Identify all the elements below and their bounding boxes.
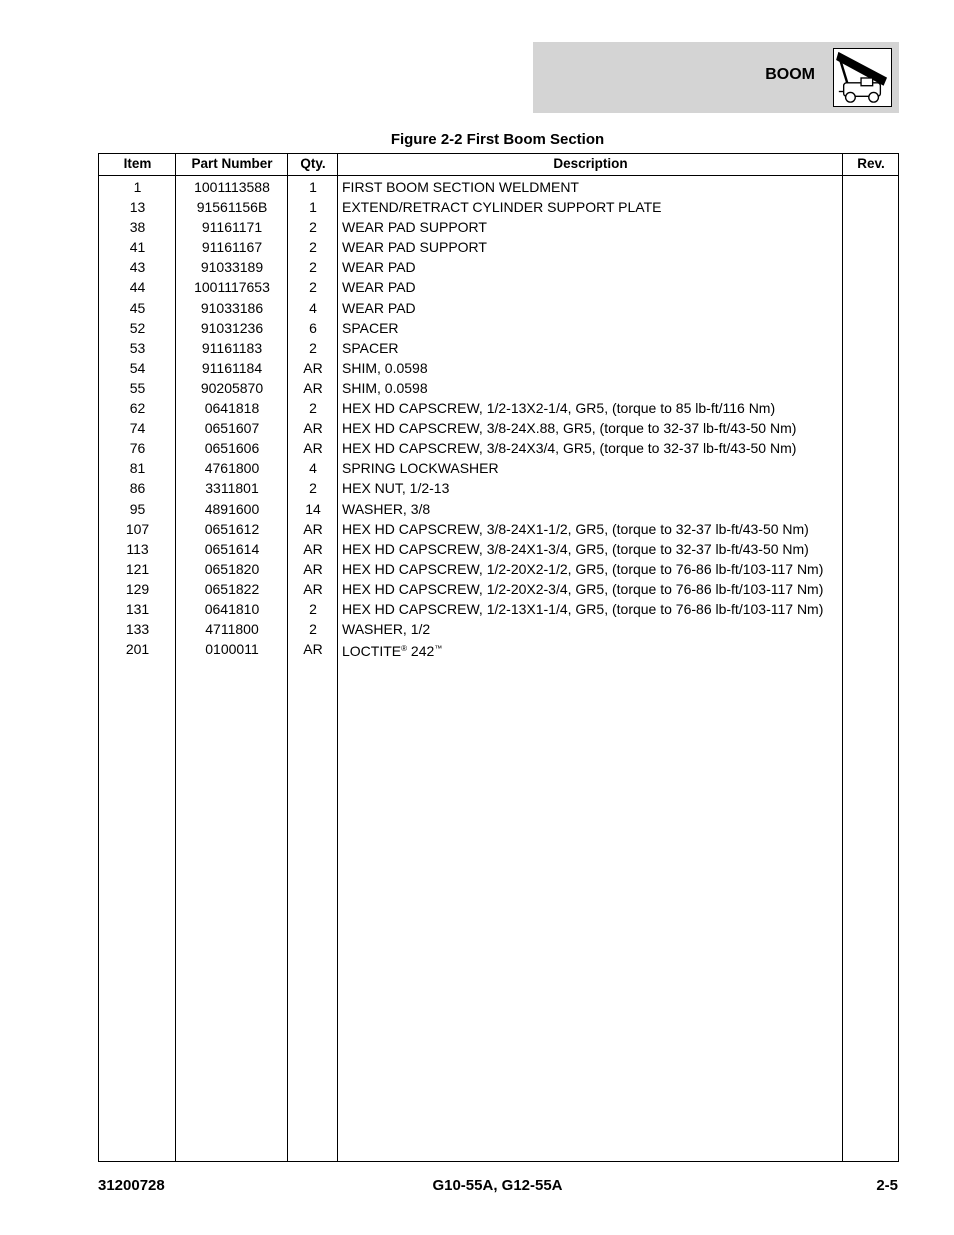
description-cell: SPACER — [342, 319, 399, 336]
table-row — [99, 257, 898, 277]
table-row — [99, 398, 898, 418]
description-cell: HEX HD CAPSCREW, 3/8-24X1-1/2, GR5, (torque to 32-37 lb-ft/43-50 Nm) — [342, 520, 809, 537]
description-cell: SHIM, 0.0598 — [342, 359, 428, 376]
part-number-cell: 0651614 — [204, 540, 260, 557]
part-number-cell: 90205870 — [200, 379, 264, 396]
rev-cell — [843, 277, 899, 297]
part-number-cell: 91161167 — [201, 239, 263, 256]
item-cell: 55 — [129, 379, 146, 396]
column-header-rev: Rev. — [857, 156, 885, 171]
rev-cell — [843, 197, 899, 217]
item-cell: 129 — [125, 580, 150, 597]
rev-cell — [843, 298, 899, 318]
item-cell: 62 — [129, 400, 146, 417]
description-cell: SPACER — [342, 339, 399, 356]
description-cell: WEAR PAD — [342, 259, 416, 276]
description-cell: WEAR PAD SUPPORT — [342, 219, 487, 236]
rev-cell — [843, 438, 899, 458]
rev-cell — [843, 519, 899, 539]
part-number-cell: 0651822 — [204, 580, 260, 597]
item-cell: 133 — [125, 621, 150, 638]
rev-cell — [843, 217, 899, 237]
item-cell: 53 — [129, 339, 146, 356]
item-cell: 131 — [125, 600, 150, 617]
table-row — [99, 579, 898, 599]
footer-document-number: 31200728 — [98, 1177, 165, 1194]
part-number-cell: 0651606 — [204, 440, 260, 457]
qty-cell: 2 — [309, 239, 317, 256]
part-number-cell: 91161183 — [201, 339, 263, 356]
rev-cell — [843, 458, 899, 478]
qty-cell: AR — [303, 641, 323, 658]
parts-table — [98, 153, 899, 1162]
part-number-cell: 0100011 — [205, 641, 259, 658]
description-cell: WEAR PAD — [342, 279, 416, 296]
qty-cell: 4 — [309, 460, 317, 477]
qty-cell: AR — [303, 580, 323, 597]
table-row — [99, 378, 898, 398]
qty-cell: AR — [303, 359, 323, 376]
qty-cell: 4 — [309, 299, 317, 316]
item-cell: 107 — [125, 520, 150, 537]
qty-cell: AR — [303, 520, 323, 537]
footer-page-number: 2-5 — [876, 1177, 898, 1194]
qty-cell: AR — [303, 420, 323, 437]
column-header-part-number: Part Number — [191, 156, 273, 171]
item-cell: 121 — [125, 560, 150, 577]
table-row — [99, 619, 898, 639]
table-row — [99, 559, 898, 579]
qty-cell: AR — [303, 560, 323, 577]
rev-cell — [843, 398, 899, 418]
description-cell: HEX HD CAPSCREW, 3/8-24X3/4, GR5, (torque to 32-37 lb-ft/43-50 Nm) — [342, 440, 797, 457]
rev-cell — [843, 237, 899, 257]
item-cell: 86 — [129, 480, 146, 497]
item-cell: 74 — [129, 420, 146, 437]
qty-cell: 2 — [309, 480, 317, 497]
table-row — [99, 539, 898, 559]
registered-mark: ® — [401, 644, 408, 654]
rev-cell — [843, 318, 899, 338]
description-cell: HEX NUT, 1/2-13 — [342, 480, 450, 497]
item-cell: 54 — [129, 359, 146, 376]
column-header-item: Item — [123, 156, 152, 171]
table-row — [99, 277, 898, 297]
part-number-cell: 91033186 — [200, 299, 264, 316]
table-row — [99, 237, 898, 257]
item-cell: 41 — [129, 239, 146, 256]
item-cell: 43 — [129, 259, 146, 276]
item-cell: 13 — [129, 199, 146, 216]
description-cell: WASHER, 3/8 — [342, 500, 431, 517]
part-number-cell: 3311801 — [205, 480, 259, 497]
part-number-cell: 91161184 — [201, 359, 263, 376]
table-body — [99, 176, 898, 659]
table-row — [99, 318, 898, 338]
item-cell: 52 — [129, 319, 146, 336]
rev-cell — [843, 177, 899, 197]
item-cell: 95 — [129, 500, 146, 517]
part-number-cell: 0651607 — [204, 420, 260, 437]
table-row — [99, 418, 898, 438]
column-header-description: Description — [553, 156, 628, 171]
description-cell: HEX HD CAPSCREW, 3/8-24X.88, GR5, (torque to 32-37 lb-ft/43-50 Nm) — [342, 420, 797, 437]
footer-model: G10-55A, G12-55A — [432, 1177, 563, 1194]
rev-cell — [843, 378, 899, 398]
part-number-cell: 91561156B — [196, 199, 268, 216]
rev-cell — [843, 639, 899, 659]
part-number-cell: 4711800 — [205, 621, 259, 638]
part-number-cell: 0651820 — [204, 560, 260, 577]
qty-cell: 1 — [309, 179, 317, 195]
trademark-mark: ™ — [434, 644, 443, 654]
table-row — [99, 197, 898, 217]
item-cell: 76 — [129, 440, 146, 457]
part-number-cell: 0641818 — [204, 400, 260, 417]
qty-cell: 2 — [309, 339, 317, 356]
qty-cell: 2 — [309, 621, 317, 638]
table-row — [99, 599, 898, 619]
part-number-cell: 1001113588 — [194, 179, 270, 195]
description-cell: HEX HD CAPSCREW, 1/2-20X2-3/4, GR5, (torque to 76-86 lb-ft/103-117 Nm) — [342, 580, 824, 597]
table-row — [99, 458, 898, 478]
qty-cell: 1 — [309, 199, 317, 216]
table-row — [99, 499, 898, 519]
table-row — [99, 338, 898, 358]
qty-cell: 14 — [305, 500, 321, 517]
table-row — [99, 177, 898, 197]
section-header — [533, 42, 899, 113]
description-cell: SHIM, 0.0598 — [342, 379, 428, 396]
qty-cell: AR — [303, 379, 323, 396]
table-row — [99, 519, 898, 539]
description-cell: WEAR PAD SUPPORT — [342, 239, 487, 256]
description-cell — [342, 639, 442, 659]
product-number: 242 — [407, 643, 435, 660]
item-cell: 81 — [129, 460, 146, 477]
qty-cell: AR — [303, 440, 323, 457]
item-cell: 38 — [129, 219, 146, 236]
rev-cell — [843, 599, 899, 619]
rev-cell — [843, 559, 899, 579]
item-cell: 44 — [129, 279, 146, 296]
figure-title: Figure 2-2 First Boom Section — [390, 131, 605, 148]
rev-cell — [843, 478, 899, 498]
qty-cell: AR — [303, 540, 323, 557]
item-cell: 113 — [126, 540, 149, 557]
part-number-cell: 4761800 — [204, 460, 260, 477]
qty-cell: 6 — [309, 319, 317, 336]
part-number-cell: 1001117653 — [194, 279, 270, 296]
description-cell: SPRING LOCKWASHER — [342, 460, 499, 477]
qty-cell: 2 — [309, 279, 317, 296]
table-row — [99, 639, 898, 659]
part-number-cell: 91033189 — [200, 259, 264, 276]
part-number-cell: 0641810 — [204, 600, 260, 617]
table-row — [99, 358, 898, 378]
item-cell: 201 — [125, 641, 150, 658]
part-number-cell: 0651612 — [204, 520, 260, 537]
part-number-cell: 4891600 — [204, 500, 260, 517]
column-header-qty: Qty. — [300, 156, 326, 171]
rev-cell — [843, 418, 899, 438]
rev-cell — [843, 358, 899, 378]
table-row — [99, 438, 898, 458]
boom-machine-icon — [833, 48, 892, 107]
qty-cell: 2 — [309, 600, 317, 617]
description-cell: HEX HD CAPSCREW, 3/8-24X1-3/4, GR5, (torque to 32-37 lb-ft/43-50 Nm) — [342, 540, 809, 557]
description-cell: HEX HD CAPSCREW, 1/2-13X1-1/4, GR5, (torque to 76-86 lb-ft/103-117 Nm) — [342, 600, 824, 617]
description-cell: WASHER, 1/2 — [342, 621, 431, 638]
rev-cell — [843, 257, 899, 277]
section-title: BOOM — [765, 66, 815, 83]
table-row — [99, 478, 898, 498]
qty-cell: 2 — [309, 259, 317, 276]
description-cell: EXTEND/RETRACT CYLINDER SUPPORT PLATE — [342, 199, 662, 216]
item-cell: 1 — [133, 179, 142, 195]
rev-cell — [843, 338, 899, 358]
rev-cell — [843, 619, 899, 639]
rev-cell — [843, 499, 899, 519]
part-number-cell: 91031236 — [200, 319, 264, 336]
product-name: LOCTITE — [342, 643, 402, 660]
rev-cell — [843, 579, 899, 599]
part-number-cell: 91161171 — [201, 219, 263, 236]
qty-cell: 2 — [309, 219, 317, 236]
table-row — [99, 298, 898, 318]
description-cell: FIRST BOOM SECTION WELDMENT — [342, 179, 579, 195]
description-cell: WEAR PAD — [342, 299, 416, 316]
description-cell: HEX HD CAPSCREW, 1/2-13X2-1/4, GR5, (torque to 85 lb-ft/116 Nm) — [342, 400, 776, 417]
qty-cell: 2 — [309, 400, 317, 417]
table-row — [99, 217, 898, 237]
description-cell: HEX HD CAPSCREW, 1/2-20X2-1/2, GR5, (torque to 76-86 lb-ft/103-117 Nm) — [342, 560, 824, 577]
item-cell: 45 — [129, 299, 146, 316]
rev-cell — [843, 539, 899, 559]
